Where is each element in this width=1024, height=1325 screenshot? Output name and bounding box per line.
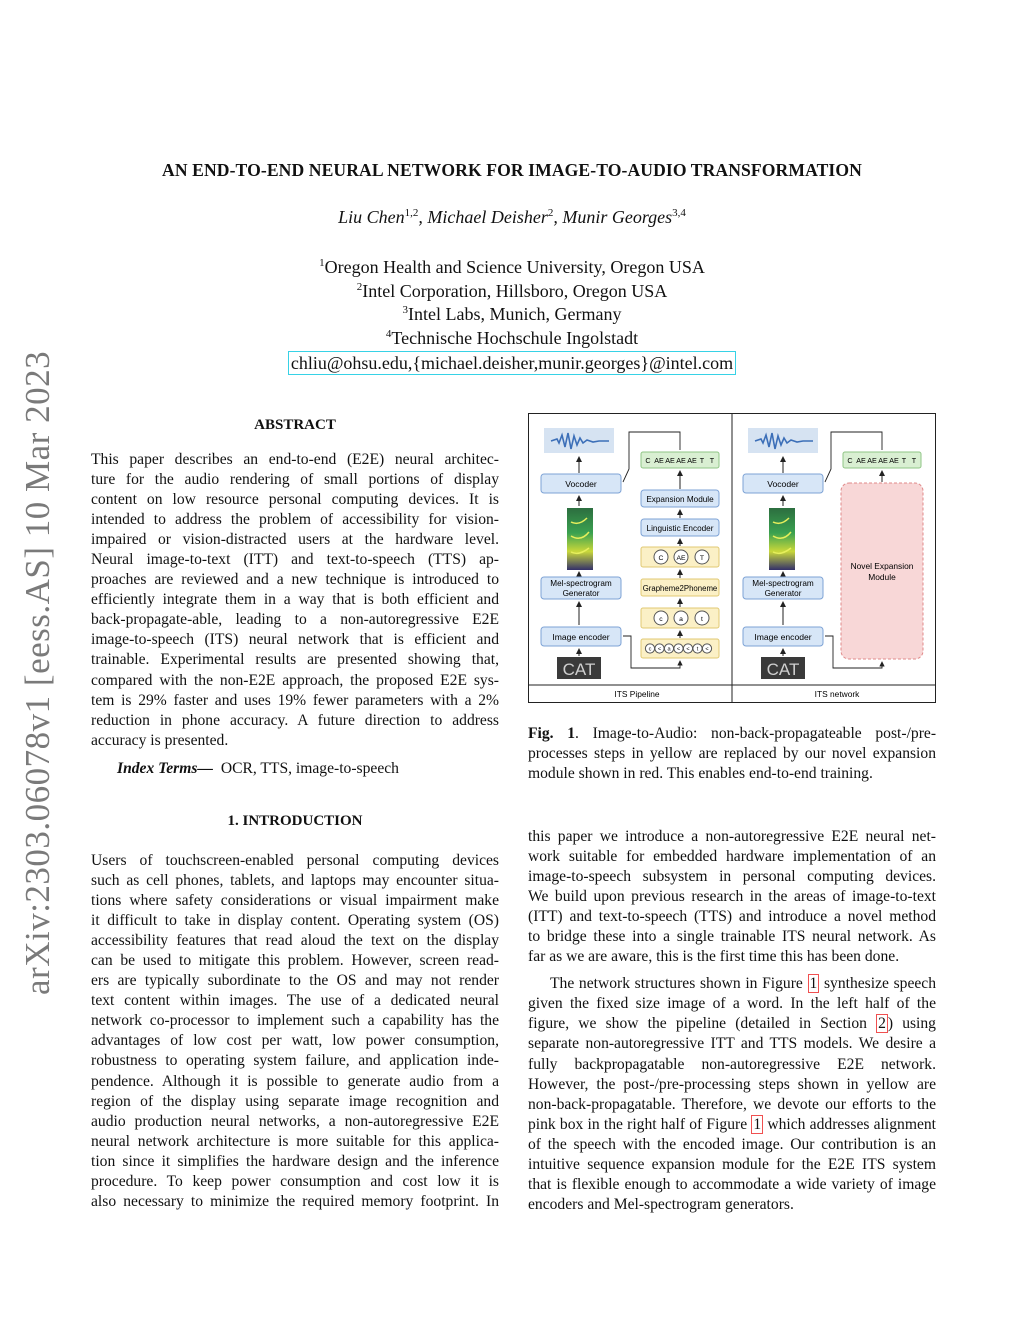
body-text: synthesize speech given the fixed size image of a word. In the left half of the figure, we show the pipeline (detailed in Section	[528, 975, 936, 1033]
word-image-text: CAT	[562, 660, 596, 679]
intro-heading: 1. INTRODUCTION	[227, 813, 363, 829]
intro-line: can be used to mitigate this problem. However, screen read-	[91, 952, 499, 970]
seq-token: AE	[687, 456, 697, 465]
abstract-body	[91, 450, 499, 751]
seq-token: AE	[654, 456, 664, 465]
seq-token: AE	[665, 456, 675, 465]
char-token: <	[705, 646, 709, 653]
intro-line: audio production neural networks, a non-autoregressive E2E	[91, 1112, 499, 1130]
index-terms-label: Index Terms—	[117, 760, 214, 777]
seq-token: T	[911, 456, 917, 465]
figure-ref-link[interactable]: 1	[753, 1115, 762, 1133]
char-token: t	[696, 646, 699, 653]
affiliation-line	[0, 327, 1024, 351]
char-token: <	[657, 646, 662, 653]
image-encoder-label: Image encoder	[552, 632, 610, 642]
char-token: <	[686, 646, 690, 653]
body-text: The network structures shown in Figure	[550, 975, 808, 993]
intro-line: ers are typically subordinate to the OS and may not render	[91, 972, 499, 990]
affiliation-line	[0, 256, 1024, 280]
abstract-line: intended to address the problem of accessibility for vision-	[91, 511, 499, 529]
intro-body	[91, 851, 499, 1212]
affiliation-text: Intel Labs, Munich, Germany	[408, 304, 622, 324]
figure-caption-line: module shown in red. This enables end-to-end training.	[528, 765, 873, 783]
novel-expansion-label-2: Module	[868, 572, 896, 582]
abstract-line: tem is 29% faster and uses 19% fewer parameters with a 2%	[91, 691, 499, 709]
word-image-text: CAT	[766, 660, 800, 679]
waveform-icon	[748, 428, 818, 453]
mel-generator-label-1: Mel-spectrogram	[550, 579, 612, 588]
body-line: (ITT) and text-to-speech (TTS) and introduce a novel method	[528, 908, 936, 926]
intro-line: network co-processor to implement such a capability has the	[91, 1012, 499, 1030]
abstract-line: compared with the non-E2E approach, the proposed E2E sys-	[91, 671, 499, 689]
seq-token: T	[901, 456, 907, 465]
intro-line: neural network architecture is more suitable for this applica-	[91, 1132, 499, 1150]
index-terms-text: OCR, TTS, image-to-speech	[220, 760, 399, 777]
email-link[interactable]: chliu@ohsu.edu,{michael.deisher,munir.georges}@intel.com	[288, 351, 736, 375]
seq-token: AE	[856, 456, 866, 465]
abstract-line: impaired or vision-distracted users at the hardware level.	[91, 531, 499, 549]
its-pipeline-label: ITS Pipeline	[614, 689, 660, 699]
letter-token: c	[659, 616, 663, 623]
seq-token: T	[709, 456, 715, 465]
affiliation-text: Intel Corporation, Hillsboro, Oregon USA	[362, 280, 668, 301]
abstract-line: image-to-speech (ITS) neural network that is efficient and	[91, 631, 499, 649]
intro-line: procedure. To keep power consumption and cost low it is	[91, 1172, 499, 1190]
waveform-icon	[544, 428, 614, 453]
intro-line: robustness to operating system failure, and application inde-	[91, 1052, 499, 1070]
author-name: Liu Chen	[338, 207, 405, 227]
author-separator: ,	[553, 207, 563, 227]
image-encoder-label: Image encoder	[754, 632, 812, 642]
body-line: far as we are aware, this is the first time this has been done.	[528, 948, 900, 966]
abstract-line: reduction in phone accuracy. A future direction to address	[91, 711, 499, 729]
figure-ref-link[interactable]: 1	[809, 975, 818, 993]
abstract-line: proaches are reviewed and a new technique is introduced to	[91, 571, 499, 589]
abstract-heading-wrap	[91, 417, 499, 434]
mel-generator-label-1: Mel-spectrogram	[752, 579, 814, 588]
body-line: to bridge these into a single trainable ITS neural network. As	[528, 928, 936, 946]
right-column-body	[528, 827, 936, 1215]
seq-token: C	[645, 456, 651, 465]
affiliation-text: Oregon Health and Science University, Oregon USA	[324, 257, 705, 277]
mel-generator-label-2: Generator	[562, 589, 600, 598]
seq-token: AE	[889, 456, 899, 465]
phoneme-token: C	[658, 555, 664, 562]
paper-title: AN END-TO-END NEURAL NETWORK FOR IMAGE-TO-AUDIO TRANSFORMATION	[162, 160, 862, 180]
abstract-line: content on low resource personal computing devices. It is	[91, 491, 499, 509]
seq-token: AE	[867, 456, 877, 465]
intro-line: advantages of low cost per watt, low power consumption,	[91, 1032, 499, 1050]
intro-line: tion since it simplifies the hardware design and the inference	[91, 1152, 499, 1170]
intro-line: region of the display using separate image recognition and	[91, 1092, 499, 1110]
author-separator: ,	[418, 207, 428, 227]
author-name: Munir Georges	[562, 207, 673, 227]
word-image-cat	[761, 657, 805, 679]
intro-line: it difficult to take in display content. Operating system (OS)	[91, 912, 499, 930]
mel-spectrogram-icon	[567, 508, 593, 570]
intro-line: Users of touchscreen-enabled personal computing devices	[91, 852, 499, 869]
affiliation-mark: 1	[319, 257, 325, 269]
abstract-line: back-propagate-able, leading to a non-autoregressive E2E	[91, 611, 499, 629]
figure-caption-line: processes steps in yellow are replaced by our novel expansion	[528, 745, 936, 763]
abstract-heading: ABSTRACT	[254, 417, 336, 433]
figure-caption	[528, 724, 936, 784]
intro-line: also necessary to minimize the required memory footprint. In	[91, 1192, 499, 1210]
intro-line: such as cell phones, tablets, and laptops may encounter situa-	[91, 872, 499, 890]
index-terms	[91, 759, 499, 779]
body-text: ) using separate non-autoregressive ITT and TTS models. We desire a fully backpropagatable non-autoregressive E2E network. However, the post-/pre-processing steps shown in yellow are non-back-propagatable. Therefore, we devote our efforts to the pink box in the right half of Figure	[528, 1015, 936, 1133]
mel-generator-label-2: Generator	[764, 589, 802, 598]
affiliation-text: Technische Hochschule Ingolstadt	[391, 327, 639, 348]
author-list	[0, 207, 1024, 228]
intro-line: tions where safety considerations or visual impairment make	[91, 892, 499, 910]
author-affiliation-mark: 2	[547, 207, 554, 219]
novel-expansion-label-1: Novel Expansion	[850, 561, 914, 571]
affiliation-mark: 2	[356, 280, 363, 293]
abstract-line: This paper describes an end-to-end (E2E) neural architec-	[91, 451, 499, 468]
affiliation-mark: 3	[402, 304, 409, 316]
figure-caption-line: . Image-to-Audio: non-back-propagateable post-/pre-	[575, 725, 937, 742]
letter-token: t	[701, 616, 703, 623]
author-name: Michael Deisher	[427, 207, 548, 227]
author-affiliation-mark: 1,2	[404, 207, 419, 219]
its-network-label: ITS network	[814, 689, 860, 699]
char-token: a	[667, 646, 671, 653]
char-token: c	[648, 646, 652, 653]
figure-label: Fig. 1	[528, 725, 576, 742]
section-ref-link[interactable]: 2	[878, 1015, 886, 1033]
body-line: work suitable for embedded hardware implementation of an	[528, 848, 936, 866]
expansion-module-label: Expansion Module	[646, 495, 714, 504]
body-paragraph	[528, 974, 936, 1215]
linguistic-encoder-label: Linguistic Encoder	[646, 524, 714, 533]
vocoder-label: Vocoder	[767, 479, 799, 489]
phoneme-token: T	[699, 555, 705, 562]
abstract-line: Neural image-to-text (ITT) and text-to-speech (TTS) ap-	[91, 551, 499, 569]
mel-spectrogram-icon	[769, 508, 795, 570]
body-line: this paper we introduce a non-autoregressive E2E neural net-	[528, 828, 936, 845]
phoneme-token: AE	[676, 555, 686, 562]
figure-diagram	[529, 414, 935, 702]
abstract-line: trainable. Experimental results are presented showing that,	[91, 651, 499, 669]
char-token: <	[676, 646, 681, 653]
abstract-line: efficiently integrate them in a way that is both efficient and	[91, 591, 499, 609]
word-image-cat	[557, 657, 601, 679]
body-line: image-to-speech subsystem in personal computing devices.	[528, 868, 936, 886]
intro-line: text content within images. The use of a dedicated neural	[91, 992, 499, 1010]
g2p-label: Grapheme2Phoneme	[642, 584, 718, 593]
intro-line: pendence. Although it is possible to generate audio from a	[91, 1072, 499, 1090]
affiliation-mark: 4	[385, 327, 392, 340]
abstract-line: accuracy is presented.	[91, 731, 229, 749]
body-text: which addresses alignment of the speech with the encoded image. Our contribution is an intuitive sequence expansion module for the E2E ITS system that is flexible enough to accommodate a wide variety of image encoders and Mel-spectrogram generators.	[528, 1115, 937, 1213]
intro-line: accessibility features that read aloud the text on the display	[91, 932, 499, 950]
seq-token: AE	[878, 456, 888, 465]
affiliations	[0, 256, 1024, 375]
novel-expansion-module-box	[841, 483, 923, 659]
letter-token: a	[679, 616, 683, 623]
body-line: We build upon previous research in the areas of image-to-text	[528, 888, 936, 906]
abstract-line: ture for the audio rendering of small portions of display	[91, 471, 499, 489]
seq-token: AE	[676, 456, 686, 465]
figure-1	[528, 413, 936, 703]
affiliation-line	[0, 280, 1024, 304]
intro-heading-wrap	[91, 813, 499, 830]
vocoder-label: Vocoder	[565, 479, 597, 489]
author-affiliation-mark: 3,4	[672, 207, 686, 219]
arxiv-identifier: arXiv:2303.06078v1 [eess.AS] 10 Mar 2023	[18, 350, 57, 995]
seq-token: T	[699, 456, 705, 465]
affiliation-line	[0, 303, 1024, 327]
seq-token: C	[847, 456, 853, 465]
